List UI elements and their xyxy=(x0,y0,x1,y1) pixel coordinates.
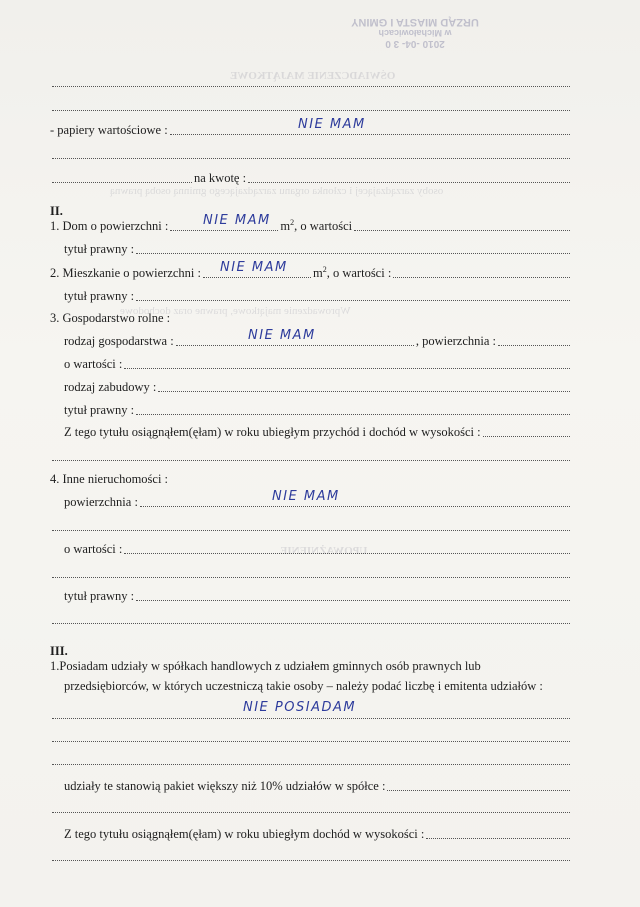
stamp-date: 2010 -04- 3 0 xyxy=(385,38,445,49)
flat-title-row xyxy=(64,288,572,304)
securities-label: - papiery wartościowe : xyxy=(50,123,168,137)
farm-title-row xyxy=(64,402,572,418)
flat-worth-label: , o wartości : xyxy=(326,266,392,280)
house-label: 1. Dom o powierzchni : xyxy=(50,219,169,233)
blank-line xyxy=(50,146,572,162)
stamp-office: URZĄD MIASTA I GMINY xyxy=(351,16,479,28)
farm-income-row xyxy=(64,424,572,440)
blank-line xyxy=(50,518,572,534)
blank-line xyxy=(50,98,572,114)
blank-line xyxy=(50,800,572,816)
blank-line xyxy=(50,74,572,90)
shares-income-row xyxy=(64,826,572,842)
house-handwritten-value: NIE MAM xyxy=(203,213,271,228)
office-stamp xyxy=(340,0,490,55)
house-worth-label: , o wartości xyxy=(294,219,353,233)
other-worth-label: o wartości : xyxy=(64,542,123,556)
shares-handwritten-value: NIE POSIADAM xyxy=(243,700,357,715)
amount-row xyxy=(50,170,572,186)
shares-paragraph-line2: przedsiębiorców, w których uczestniczą takie osoby – należy podać liczbę i emitenta udziałów : xyxy=(64,679,543,693)
package-row xyxy=(64,778,572,794)
house-title-label: tytuł prawny : xyxy=(64,242,135,256)
blank-line xyxy=(50,565,572,581)
bleed-through-text: Wprowadzenie majątkowe, prawne oraz dochodowe xyxy=(120,305,351,317)
farm-area-label: , powierzchnia : xyxy=(415,334,496,348)
blank-line xyxy=(50,611,572,627)
farm-kind-label: rodzaj gospodarstwa : xyxy=(64,334,174,348)
flat-title-label: tytuł prawny : xyxy=(64,289,135,303)
bleed-through-heading: UPOWAŻNIENIE xyxy=(280,545,368,557)
farm-income-label: Z tego tytułu osiągnąłem(ęłam) w roku ubiegłym przychód i dochód w wysokości : xyxy=(64,425,481,439)
farm-worth-row xyxy=(64,356,572,372)
other-area-handwritten-value: NIE MAM xyxy=(272,489,340,504)
farm-build-row xyxy=(64,379,572,395)
flat-row xyxy=(50,265,572,281)
section-ii-heading: II. xyxy=(50,204,63,218)
section-iii-heading: III. xyxy=(50,644,68,658)
flat-unit: $m^2$ xyxy=(313,265,327,280)
other-title-label: tytuł prawny : xyxy=(64,589,135,603)
blank-line xyxy=(50,729,572,745)
farm-title-label: tytuł prawny : xyxy=(64,403,135,417)
shares-income-label: Z tego tytułu osiągnąłem(ęłam) w roku ubiegłym dochód w wysokości : xyxy=(64,827,425,841)
house-unit: $m^2$ xyxy=(280,218,295,233)
stamp-place: w Michałowicach xyxy=(378,28,452,38)
securities-handwritten-value: NIE MAM xyxy=(298,117,366,132)
other-label: 4. Inne nieruchomości : xyxy=(50,472,169,486)
blank-line xyxy=(50,752,572,768)
other-worth-row xyxy=(64,541,572,557)
other-title-row xyxy=(64,588,572,604)
bleed-through-title: OŚWIADCZENIE MAJĄTKOWE xyxy=(230,70,396,82)
flat-handwritten-value: NIE MAM xyxy=(220,260,288,275)
farm-worth-label: o wartości : xyxy=(64,357,123,371)
farm-label: 3. Gospodarstwo rolne : xyxy=(50,311,171,325)
shares-paragraph-line1: 1.Posiadam udziały w spółkach handlowych z udziałem gminnych osób prawnych lub xyxy=(50,659,481,673)
flat-label: 2. Mieszkanie o powierzchni : xyxy=(50,266,201,280)
house-title-row xyxy=(64,241,572,257)
package-label: udziały te stanowią pakiet większy niż 10% udziałów w spółce : xyxy=(64,779,386,793)
farm-row xyxy=(50,310,572,326)
shares-paragraph xyxy=(50,656,572,696)
amount-label: na kwotę : xyxy=(194,171,247,185)
blank-line xyxy=(50,848,572,864)
farm-build-label: rodzaj zabudowy : xyxy=(64,380,157,394)
farm-kind-handwritten-value: NIE MAM xyxy=(248,328,316,343)
farm-kind-row xyxy=(64,333,572,349)
blank-line xyxy=(50,448,572,464)
bleed-through-text: osoby zarządzającej i członka organu zarządzającego gminną osobą prawną xyxy=(110,185,444,197)
house-row xyxy=(50,218,572,234)
other-row xyxy=(50,471,572,487)
other-area-label: powierzchnia : xyxy=(64,495,138,509)
